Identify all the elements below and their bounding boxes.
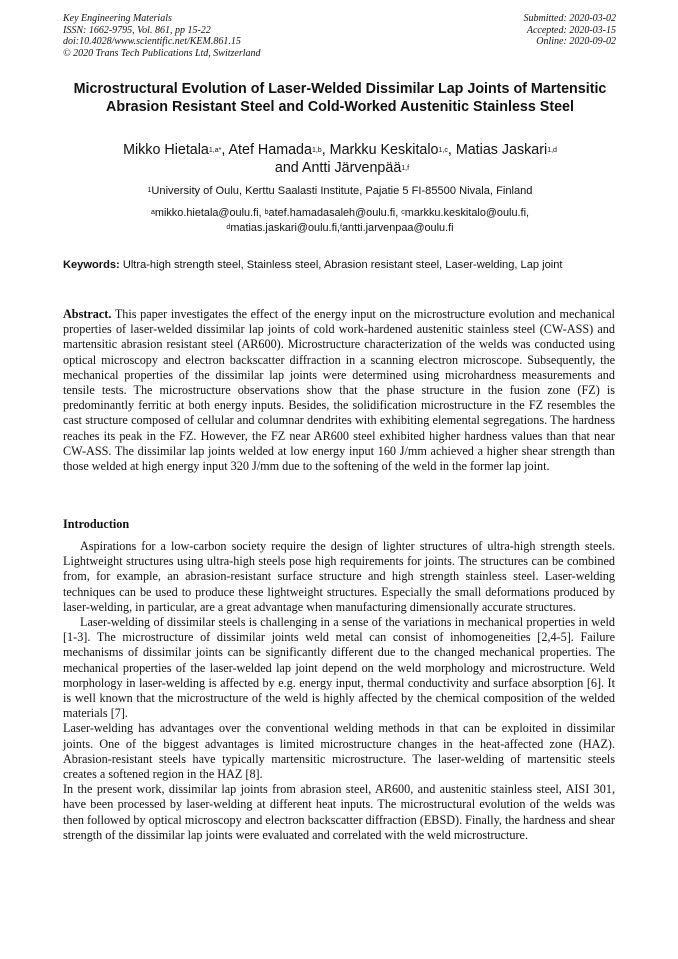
paper-title: Microstructural Evolution of Laser-Welded Dissimilar Lap Joints of Martensitic Abrasion Resistant Steel and Cold-Worked Austenitic Stainless Steel [73, 81, 607, 116]
author: Mikko Hietala$^{1,a*}$, [123, 142, 229, 158]
abstract-label: Abstract. [63, 307, 112, 321]
affiliation: $^1$University of Oulu, Kerttu Saalasti Institute, Pajatie 5 FI-85500 Nivala, Finland [147, 185, 533, 197]
paragraph: Laser-welding of dissimilar steels is challenging in a sense of the variations in mechanical properties in weld [1-3]. The microstructure of dissimilar joints weld metal can consist of inhomogeneities [2,4-5]. Failure mechanisms of dissimilar joints can be significantly different due to the changed mechanical properties. The mechanical properties of the laser-welded lap joint depend on the weld morphology and microstructure. Weld morphology in laser-welding is affected by e.g. energy input, thermal conductivity and surface absorption [6]. It is well known that the microstructure of the weld is highly affected by the chemical composition of the welded materials [7]. [63, 615, 615, 721]
abstract [63, 307, 615, 474]
keywords-label: Keywords: [63, 259, 120, 271]
keywords-text: Ultra-high strength steel, Stainless steel, Abrasion resistant steel, Laser-welding, Lap joint [122, 259, 563, 271]
paragraph: Laser-welding has advantages over the conventional welding methods in that can be exploited in dissimilar joints. One of the biggest advantages is limited microstructure changes in the heat-affected zone (HAZ). Abrasion-resistant steels have typically martensitic microstructure. The laser-welding of martensitic steels creates a softened region in the HAZ [8]. [63, 721, 615, 782]
paragraph: Aspirations for a low-carbon society require the design of lighter structures of ultra-high strength steels. Lightweight structures using ultra-high steels pose high requirements for joints. The structures can be combined from, for example, an abrasion-resistant surface structure and high strength stainless steel. Laser-welding techniques can be used to produce these lightweight structures. Especially the small deformations produced by laser-welding, in particular, are a great advantage when manufacturing dimensionally accurate structures. [63, 539, 615, 614]
email-link[interactable]: atef.hamadasaleh@oulu.fi, [268, 207, 402, 219]
author: Atef Hamada$^{1,b}$, [228, 142, 330, 158]
email-link[interactable]: matias.jaskari@oulu.fi, [230, 222, 341, 234]
email-link[interactable]: mikko.hietala@oulu.fi, [154, 207, 265, 219]
journal-name: Key Engineering Materials [63, 13, 172, 24]
keywords [63, 258, 614, 273]
abstract-text: This paper investigates the effect of the energy input on the microstructure evolution and mechanical properties of laser-welded dissimilar lap joints of cold work-hardened austenitic stainless steel (CW-ASS) and martensitic abrasion resistant steel (AR600). Microstructure characterization of the welds was conducted using optical microscopy and electron backscatter diffraction in a scanning electron microscope. Subsequently, the mechanical properties of the dissimilar lap joints were determined using microhardness measurements and tensile tests. The microstructure observations show that the phase structure in the fusion zone (FZ) is predominantly ferritic at both energy inputs. Besides, the solidification microstructure in the FZ resembles the cast structure composed of cellular and columnar dendrites with exhibiting elemental segregations. The hardness reaches its peak in the FZ. However, the FZ near AR600 steel exhibited higher hardness values than that near CW-ASS. The dissimilar lap joints welded at low energy input 160 J/mm achieved a higher shear strength than those welded at high energy input 320 J/mm due to the softening of the weld in the former lap joint. [63, 307, 615, 474]
author: Antti Järvenpää$^{1,f}$ [301, 160, 410, 177]
issn-line: ISSN: 1662-9795, Vol. 861, pp 15-22 [63, 24, 211, 36]
author: Matias Jaskari$^{1,d}$ [455, 142, 557, 158]
email-link[interactable]: markku.keskitalo@oulu.fi, [404, 207, 530, 219]
copyright-line: © 2020 Trans Tech Publications Ltd, Switzerland [63, 47, 261, 59]
journal-info [63, 13, 261, 59]
paragraph: In the present work, dissimilar lap joints from abrasion steel, AR600, and austenitic stainless steel, AISI 301, have been processed by laser-welding at different heat inputs. The microstructural evolution of the welds was then followed by optical microscopy and electron backscatter diffraction (EBSD). Finally, the hardness and shear strength of the dissimilar lap joints were evaluated and correlated with the weld microstructure. [63, 782, 615, 842]
author: Markku Keskitalo$^{1,c}$, [329, 142, 456, 158]
author-list [60, 141, 620, 178]
introduction-body [63, 539, 615, 843]
author-separator: and [270, 160, 302, 177]
accepted-date: Accepted: 2020-03-15 [526, 24, 616, 36]
publication-dates [524, 13, 617, 48]
submitted-date: Submitted: 2020-03-02 [523, 13, 616, 24]
email-link[interactable]: antti.jarvenpaa@oulu.fi [342, 222, 454, 234]
section-heading-introduction: Introduction [63, 517, 130, 531]
author-emails: $^a$mikko.hietala@oulu.fi, $^b$atef.hamadasaleh@oulu.fi, $^c$markku.keskitalo@oulu.fi, $^d$matias.jaskari@oulu.fi,$^f$antti.jarvenpaa@oulu.fi [150, 207, 530, 234]
online-date: Online: 2020-09-02 [536, 36, 616, 48]
doi-line[interactable]: doi:10.4028/www.scientific.net/KEM.861.15 [63, 36, 241, 48]
